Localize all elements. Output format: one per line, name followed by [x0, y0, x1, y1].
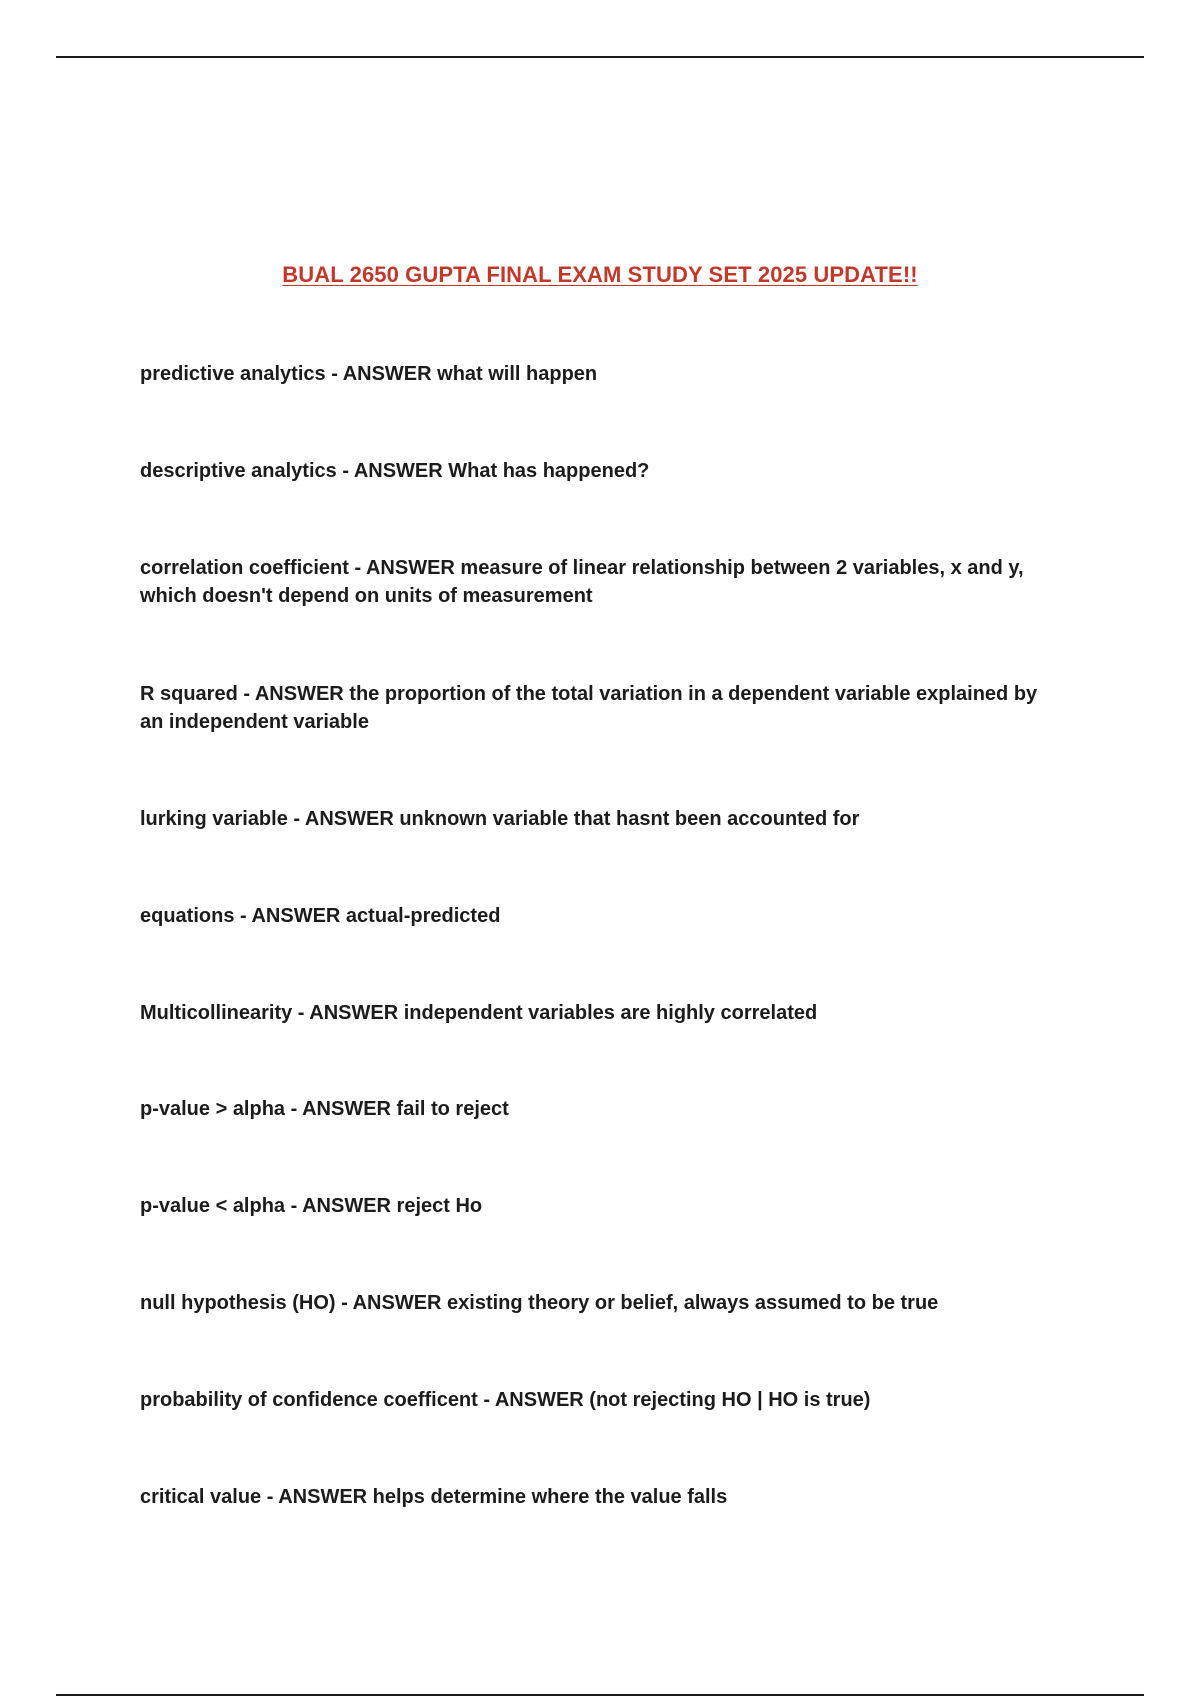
entry-separator: -: [336, 460, 354, 482]
entry-multicollinearity: [140, 999, 1060, 1027]
entry-term: predictive analytics: [140, 363, 326, 385]
entry-answer: ANSWER (not rejecting HO | HO is true): [494, 1389, 871, 1411]
entry-answer: ANSWER what will happen: [342, 363, 598, 385]
entry-term: probability of confidence coefficent: [140, 1389, 478, 1411]
entry-term: critical value: [140, 1486, 262, 1508]
bottom-rule: [56, 1694, 1144, 1696]
entry-r-squared: [140, 680, 1060, 736]
entry-answer: ANSWER What has happened?: [353, 460, 650, 482]
entry-term: R squared: [140, 683, 238, 705]
entry-separator: -: [285, 1098, 303, 1120]
entry-lurking-variable: [140, 805, 1060, 833]
entry-separator: -: [234, 905, 252, 927]
entry-separator: -: [335, 1292, 353, 1314]
entry-critical-value: [140, 1483, 1060, 1511]
entry-separator: -: [261, 1486, 279, 1508]
entry-answer: ANSWER reject Ho: [302, 1195, 483, 1217]
entry-separator: -: [477, 1389, 495, 1411]
entry-answer: ANSWER fail to reject: [302, 1098, 509, 1120]
entry-correlation-coefficient: [140, 554, 1060, 610]
entry-p-value-less-alpha: [140, 1192, 1060, 1220]
entry-answer: ANSWER existing theory or belief, always assumed to be true: [352, 1292, 939, 1314]
entry-predictive-analytics: [140, 360, 1060, 388]
top-rule: [56, 56, 1144, 58]
entry-confidence-coefficient: [140, 1386, 1060, 1414]
entry-separator: -: [292, 1002, 310, 1024]
entry-answer: ANSWER the proportion of the total variation in a dependent variable explained by an independent variable: [140, 683, 1038, 733]
entry-separator: -: [237, 683, 255, 705]
entry-term: p-value > alpha: [140, 1098, 286, 1120]
entry-separator: -: [325, 363, 343, 385]
entry-equations: [140, 902, 1060, 930]
entry-separator: -: [348, 557, 366, 579]
entry-term: descriptive analytics: [140, 460, 337, 482]
entry-term: correlation coefficient: [140, 557, 349, 579]
entry-answer: ANSWER helps determine where the value falls: [278, 1486, 728, 1508]
entry-term: lurking variable: [140, 808, 288, 830]
entry-null-hypothesis: [140, 1289, 1060, 1317]
entry-separator: -: [285, 1195, 303, 1217]
entry-answer: ANSWER independent variables are highly correlated: [309, 1002, 818, 1024]
entry-term: equations: [140, 905, 235, 927]
page-title: BUAL 2650 GUPTA FINAL EXAM STUDY SET 2025 UPDATE!!: [282, 262, 918, 287]
entry-term: null hypothesis (HO): [140, 1292, 336, 1314]
entry-term: Multicollinearity: [140, 1002, 293, 1024]
entry-descriptive-analytics: [140, 457, 1060, 485]
entry-answer: ANSWER unknown variable that hasnt been accounted for: [304, 808, 860, 830]
entry-answer: ANSWER actual-predicted: [251, 905, 501, 927]
entry-term: p-value < alpha: [140, 1195, 286, 1217]
entry-p-value-greater-alpha: [140, 1095, 1060, 1123]
entry-answer: ANSWER measure of linear relationship between 2 variables, x and y, which doesn't depend on units of measurement: [140, 557, 1024, 607]
entry-separator: -: [287, 808, 305, 830]
